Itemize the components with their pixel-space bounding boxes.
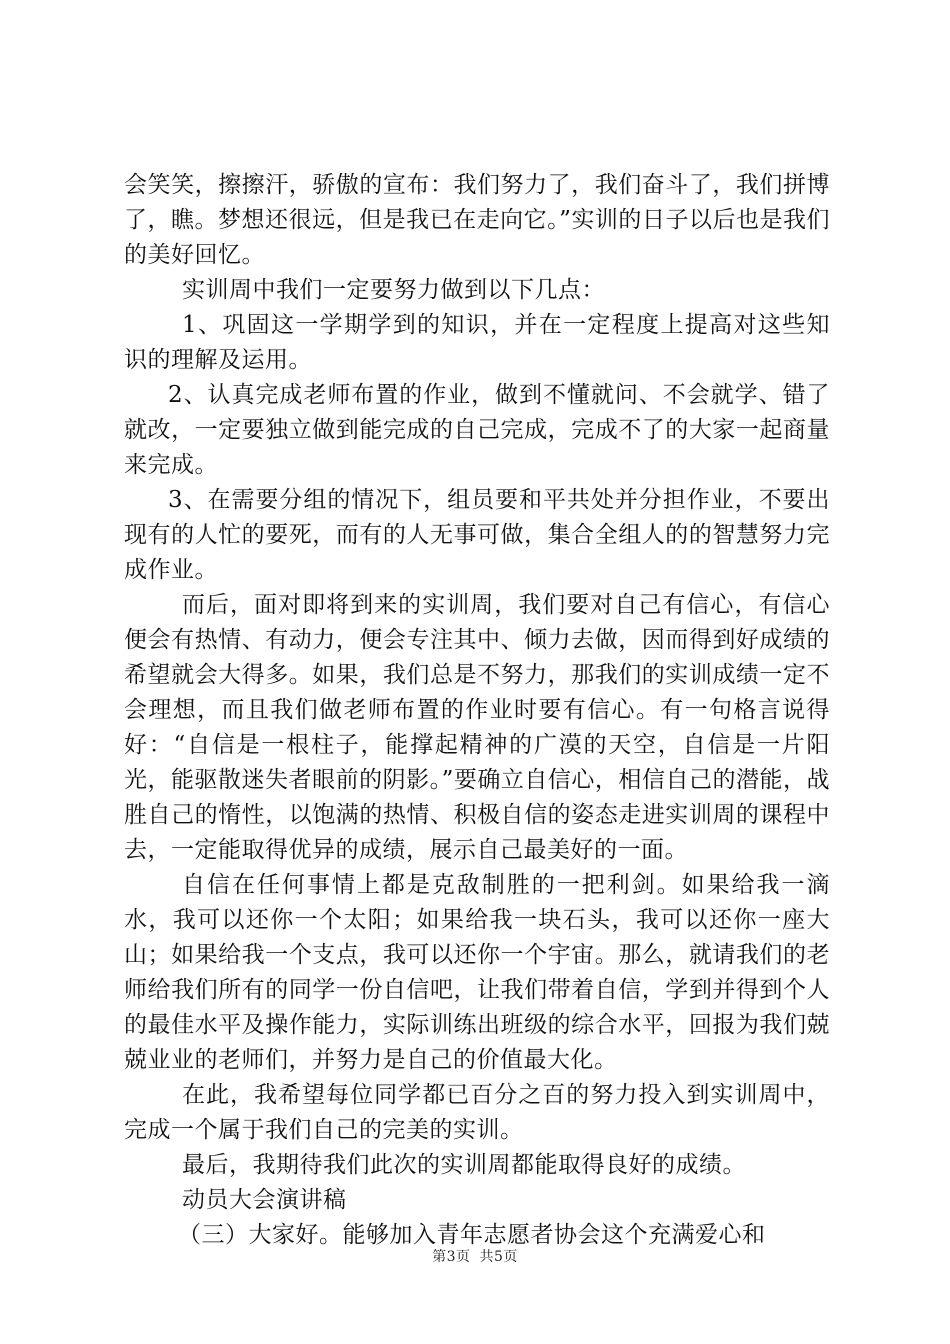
paragraph-2: 实训周中我们一定要努力做到以下几点： <box>182 277 605 303</box>
paragraph-9: 最后，我期待我们此次的实训周都能取得良好的成绩。 <box>182 1152 746 1178</box>
paragraph-11: （三）大家好。能够加入青年志愿者协会这个充满爱心和 <box>178 1222 766 1248</box>
paragraph-5: 3、在需要分组的情况下，组员要和平共处并分担作业，不要出现有的人忙的要死，而有的人无事可做，集合全组人的的智慧努力完成作业。 <box>124 487 830 583</box>
paragraph-6: 而后，面对即将到来的实训周，我们要对自己有信心，有信心便会有热情、有动力，便会专注其中、倾力去做，因而得到好成绩的希望就会大得多。如果，我们总是不努力，那我们的实训成绩一定不会理想，而且我们做老师布置的作业时要有信心。有一句格言说得好：“自信是一根柱子，能撑起精神的广漠的天空，自信是一片阳光，能驱散迷失者眼前的阴影。”要确立自信心，相信自己的潜能，战胜自己的惰性，以饱满的热情、积极自信的姿态走进实训周的课程中去，一定能取得优异的成绩，展示自己最美好的一面。 <box>124 592 830 863</box>
paragraph-1: 会笑笑，擦擦汗，骄傲的宣布：我们努力了，我们奋斗了，我们拼博了，瞧。梦想还很远，但是我已在走向它。”实训的日子以后也是我们的美好回忆。 <box>124 172 830 268</box>
page-number: 第3页 <box>432 1249 471 1265</box>
paragraph-8: 在此，我希望每位同学都已百分之百的努力投入到实训周中，完成一个属于我们自己的完美的实训。 <box>124 1082 830 1143</box>
page-total: 共5页 <box>479 1249 518 1265</box>
document-body <box>124 168 830 1253</box>
paragraph-3: 1、巩固这一学期学到的知识，并在一定程度上提高对这些知识的理解及运用。 <box>124 312 830 373</box>
paragraph-10: 动员大会演讲稿 <box>182 1187 347 1213</box>
paragraph-7: 自信在任何事情上都是克敌制胜的一把利剑。如果给我一滴水，我可以还你一个太阳；如果给我一块石头，我可以还你一座大山；如果给我一个支点，我可以还你一个宇宙。那么，就请我们的老师给我们所有的同学一份自信吧，让我们带着自信，学到并得到个人的最佳水平及操作能力，实际训练出班级的综合水平，回报为我们兢兢业业的老师们，并努力是自己的价值最大化。 <box>124 872 830 1073</box>
page-footer <box>0 1247 950 1267</box>
paragraph-4: 2、认真完成老师布置的作业，做到不懂就问、不会就学、错了就改，一定要独立做到能完成的自己完成，完成不了的大家一起商量来完成。 <box>124 382 830 478</box>
